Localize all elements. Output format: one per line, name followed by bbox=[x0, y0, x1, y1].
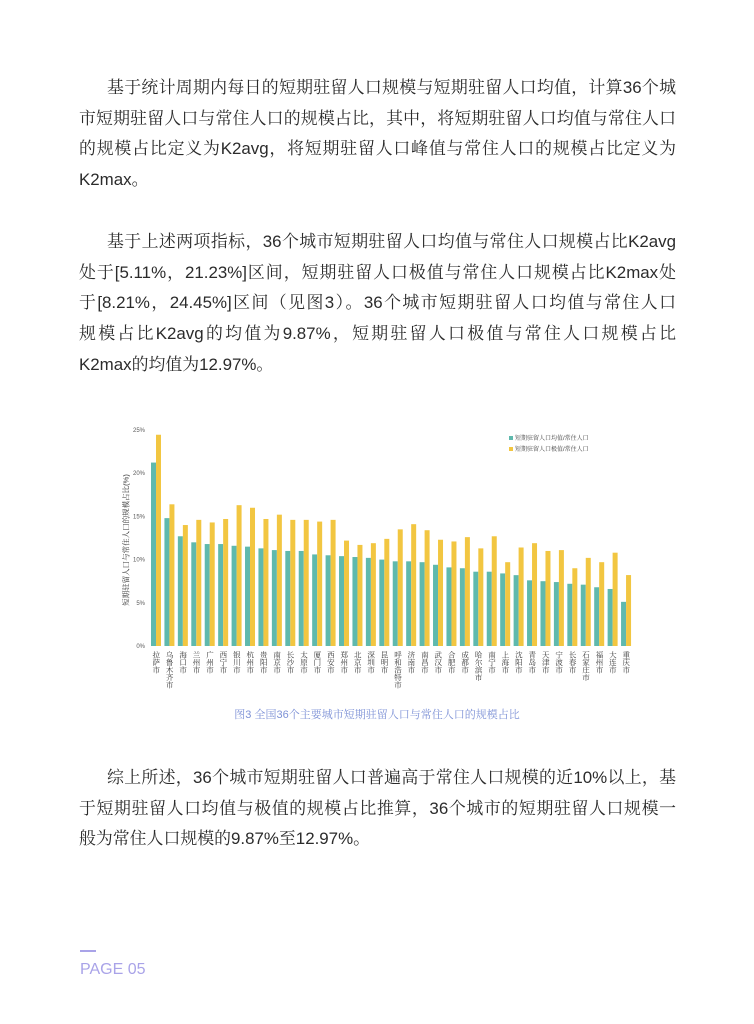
bar-max-27 bbox=[505, 562, 510, 646]
bar-avg-36 bbox=[621, 602, 626, 646]
bar-max-21 bbox=[425, 530, 430, 646]
paragraph-line: 处于[5.11%，21.23%]区间，短期驻留人口极值与常住人口规模占比K2max处 bbox=[79, 262, 676, 282]
x-tick-label: 哈尔滨市 bbox=[474, 651, 484, 681]
bar-max-8 bbox=[250, 508, 255, 646]
bar-avg-4 bbox=[191, 542, 196, 646]
bar-avg-30 bbox=[540, 581, 545, 646]
bar-avg-16 bbox=[352, 557, 357, 646]
bar-avg-33 bbox=[581, 585, 586, 646]
bar-max-22 bbox=[438, 540, 443, 646]
x-tick-label: 兰州市 bbox=[192, 651, 202, 674]
bar-max-24 bbox=[465, 537, 470, 646]
x-tick-label: 昆明市 bbox=[380, 651, 390, 674]
bar-max-26 bbox=[492, 536, 497, 646]
x-tick-label: 拉萨市 bbox=[151, 651, 161, 674]
footer-rule bbox=[80, 950, 96, 952]
bar-max-32 bbox=[572, 568, 577, 646]
bar-max-16 bbox=[357, 545, 362, 646]
bar-max-2 bbox=[169, 504, 174, 646]
x-tick-label: 南宁市 bbox=[487, 651, 497, 674]
bar-avg-12 bbox=[299, 551, 304, 646]
bar-max-36 bbox=[626, 575, 631, 646]
bar-max-25 bbox=[478, 548, 483, 646]
bar-max-3 bbox=[183, 525, 188, 646]
bar-avg-20 bbox=[406, 561, 411, 646]
bar-max-15 bbox=[344, 541, 349, 646]
bar-max-5 bbox=[210, 522, 215, 646]
bar-avg-19 bbox=[393, 561, 398, 646]
bar-avg-27 bbox=[500, 573, 505, 646]
bar-avg-34 bbox=[594, 587, 599, 646]
x-tick-label: 西宁市 bbox=[218, 651, 228, 674]
bar-max-4 bbox=[196, 520, 201, 646]
x-tick-label: 福州市 bbox=[594, 651, 604, 674]
x-tick-label: 长沙市 bbox=[286, 651, 296, 674]
legend-swatch-max bbox=[509, 447, 513, 451]
x-tick-label: 济南市 bbox=[406, 651, 416, 674]
bar-avg-21 bbox=[420, 562, 425, 646]
x-tick-label: 重庆市 bbox=[621, 651, 631, 674]
x-tick-label: 广州市 bbox=[205, 651, 215, 674]
paragraph-line: K2max。 bbox=[79, 170, 149, 190]
y-tick-label: 15% bbox=[132, 514, 145, 521]
bar-max-11 bbox=[290, 520, 295, 646]
bar-avg-11 bbox=[285, 551, 290, 646]
bar-max-1 bbox=[156, 435, 161, 646]
x-tick-label: 南京市 bbox=[272, 651, 282, 674]
bar-avg-29 bbox=[527, 580, 532, 646]
paragraph-line: 般为常住人口规模的9.87%至12.97%。 bbox=[79, 829, 370, 849]
bar-max-20 bbox=[411, 524, 416, 646]
bar-avg-14 bbox=[326, 555, 331, 646]
paragraph-line: 市短期驻留人口与常住人口的规模占比，其中，将短期驻留人口均值与常住人口 bbox=[79, 108, 676, 128]
bar-avg-22 bbox=[433, 565, 438, 646]
paragraph-line: 于[8.21%，24.45%]区间（见图3）。36个城市短期驻留人口均值与常住人口 bbox=[79, 293, 676, 313]
x-tick-label: 贵阳市 bbox=[259, 651, 269, 674]
x-tick-label: 海口市 bbox=[178, 651, 188, 674]
bar-max-17 bbox=[371, 543, 376, 646]
bar-max-13 bbox=[317, 522, 322, 646]
bar-max-12 bbox=[304, 520, 309, 646]
bar-avg-9 bbox=[258, 548, 263, 646]
y-tick-label: 10% bbox=[132, 557, 145, 564]
legend bbox=[509, 434, 589, 453]
paragraph-line: 于短期驻留人口均值与极值的规模占比推算，36个城市的短期驻留人口规模一 bbox=[79, 798, 676, 818]
bar-avg-24 bbox=[460, 568, 465, 646]
x-tick-label: 大连市 bbox=[608, 651, 618, 674]
y-axis-title: 短期驻留人口与常住人口的规模占比(%) bbox=[121, 474, 131, 606]
x-tick-label: 北京市 bbox=[353, 651, 363, 674]
legend-label-max: 短期驻留人口极值/常住人口 bbox=[515, 447, 589, 453]
paragraph-1 bbox=[79, 73, 676, 196]
bar-avg-28 bbox=[514, 575, 519, 646]
bar-avg-26 bbox=[487, 572, 492, 646]
bar-max-23 bbox=[451, 541, 456, 646]
paragraph-line: 规模占比K2avg的均值为9.87%，短期驻留人口极值与常住人口规模占比 bbox=[79, 324, 676, 344]
bar-avg-31 bbox=[554, 582, 559, 646]
x-tick-label: 深圳市 bbox=[366, 651, 376, 674]
figure-caption: 图3 全国36个主要城市短期驻留人口与常住人口的规模占比 bbox=[234, 709, 520, 721]
paragraph-line: 的规模占比定义为K2avg，将短期驻留人口峰值与常住人口的规模占比定义为 bbox=[79, 139, 676, 159]
x-tick-label: 长春市 bbox=[568, 651, 578, 674]
x-tick-label: 杭州市 bbox=[245, 651, 255, 674]
x-tick-label: 乌鲁木齐市 bbox=[165, 651, 175, 689]
paragraph-line: 基于统计周期内每日的短期驻留人口规模与短期驻留人口均值，计算36个城 bbox=[107, 78, 676, 97]
paragraph-2 bbox=[79, 227, 676, 380]
bar-max-9 bbox=[263, 519, 268, 646]
x-tick-label: 银川市 bbox=[232, 651, 242, 674]
bar-avg-18 bbox=[379, 560, 384, 646]
bar-max-34 bbox=[599, 562, 604, 646]
x-tick-label: 宁波市 bbox=[554, 651, 564, 674]
x-tick-label: 厦门市 bbox=[312, 651, 322, 674]
bar-chart bbox=[110, 418, 650, 702]
bar-max-7 bbox=[237, 505, 242, 646]
bar-max-10 bbox=[277, 515, 282, 646]
y-tick-label: 25% bbox=[132, 428, 145, 434]
x-tick-label: 沈阳市 bbox=[514, 651, 524, 674]
x-tick-label: 天津市 bbox=[541, 651, 551, 674]
paragraph-3 bbox=[79, 763, 676, 855]
y-tick-label: 0% bbox=[136, 644, 145, 650]
bar-max-18 bbox=[384, 539, 389, 646]
legend-label-avg: 短期驻留人口均值/常住人口 bbox=[515, 436, 589, 442]
x-tick-label: 郑州市 bbox=[339, 651, 349, 674]
bar-avg-8 bbox=[245, 547, 250, 646]
x-tick-label: 石家庄市 bbox=[581, 651, 591, 681]
bar-avg-7 bbox=[232, 546, 237, 646]
x-tick-label: 西安市 bbox=[326, 651, 336, 674]
bar-avg-32 bbox=[567, 584, 572, 646]
bar-max-30 bbox=[545, 551, 550, 646]
bar-avg-13 bbox=[312, 554, 317, 646]
bar-avg-23 bbox=[446, 567, 451, 646]
x-tick-label: 成都市 bbox=[460, 651, 470, 674]
bar-avg-17 bbox=[366, 558, 371, 646]
bar-avg-15 bbox=[339, 556, 344, 646]
bar-max-35 bbox=[613, 553, 618, 646]
bar-avg-3 bbox=[178, 536, 183, 646]
bar-max-14 bbox=[331, 520, 336, 646]
x-tick-label: 上海市 bbox=[500, 651, 510, 674]
bar-max-28 bbox=[519, 548, 524, 647]
paragraph-line: 综上所述，36个城市短期驻留人口普遍高于常住人口规模的近10%以上，基 bbox=[107, 768, 676, 787]
paragraph-line: 基于上述两项指标，36个城市短期驻留人口均值与常住人口规模占比K2avg bbox=[107, 232, 676, 251]
bar-avg-10 bbox=[272, 550, 277, 646]
x-tick-label: 太原市 bbox=[299, 651, 309, 674]
bar-avg-2 bbox=[164, 518, 169, 646]
bar-max-29 bbox=[532, 543, 537, 646]
bar-avg-35 bbox=[608, 589, 613, 646]
x-tick-label: 南昌市 bbox=[420, 651, 430, 674]
y-tick-label: 5% bbox=[136, 600, 145, 607]
x-tick-label: 合肥市 bbox=[447, 651, 457, 674]
x-tick-label: 武汉市 bbox=[433, 651, 443, 674]
y-tick-label: 20% bbox=[132, 471, 145, 478]
bar-avg-5 bbox=[205, 544, 210, 646]
bar-avg-6 bbox=[218, 544, 223, 646]
bar-max-31 bbox=[559, 550, 564, 646]
legend-swatch-avg bbox=[509, 436, 513, 440]
bar-max-19 bbox=[398, 529, 403, 646]
bar-max-6 bbox=[223, 519, 228, 646]
x-tick-label: 青岛市 bbox=[527, 651, 537, 674]
page-number: PAGE 05 bbox=[80, 961, 146, 978]
bar-avg-1 bbox=[151, 463, 156, 646]
paragraph-line: K2max的均值为12.97%。 bbox=[79, 354, 274, 374]
bar-max-33 bbox=[586, 558, 591, 646]
x-tick-label: 呼和浩特市 bbox=[393, 651, 403, 689]
bar-avg-25 bbox=[473, 572, 478, 646]
